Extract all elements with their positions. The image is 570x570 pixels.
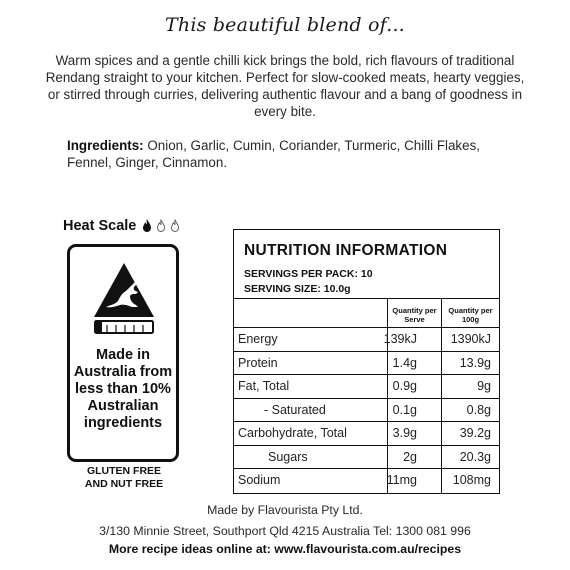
flame-icon-outline (170, 219, 180, 233)
heat-scale (63, 216, 180, 236)
nut-free-claim: AND NUT FREE (84, 478, 164, 490)
product-description: Warm spices and a gentle chilli kick brings the bold, rich flavours of traditional Rendang straight to your kitchen. Perfect for slow-cooked meats, hearty veggies, or stirred through curries, delivering authentic flavour and a bang of goodness in every bite. (45, 53, 525, 119)
dietary-claims (60, 465, 188, 491)
nutrient-name: Sodium (238, 473, 281, 487)
per-serve-value: 3.9g (392, 426, 417, 440)
per-100g-value: 13.9g (459, 355, 491, 370)
nutrition-row (234, 327, 499, 351)
nutrient-name: Carbohydrate, Total (238, 426, 347, 440)
nutrient-name: Sugars (268, 449, 308, 464)
column-header-per-100g: Quantity per 100g (448, 306, 493, 324)
nutrition-panel (233, 229, 500, 494)
australian-made-text: Made in Australia from less than 10% Australian ingredients (73, 347, 173, 431)
per-100g-value: 9g (477, 379, 491, 393)
ingredients-list: Onion, Garlic, Cumin, Coriander, Turmeric, Chilli Flakes, Fennel, Ginger, Cinnamon. (67, 138, 480, 170)
nutrition-row (234, 351, 499, 375)
divider (234, 298, 499, 299)
per-100g-value: 39.2g (459, 426, 491, 440)
nutrient-name: Energy (238, 332, 278, 346)
per-100g-value: 1390kJ (450, 332, 491, 346)
nutrient-name: Protein (238, 355, 278, 370)
nutrient-name: - Saturated (264, 402, 326, 417)
nutrition-row (234, 445, 499, 469)
flame-icon-outline (156, 219, 166, 233)
heat-scale-label: Heat Scale (63, 218, 137, 234)
serving-size: SERVING SIZE: 10.0g (244, 283, 351, 295)
nutrition-row (234, 468, 499, 492)
manufacturer-line: Made by Flavourista Pty Ltd. (207, 503, 363, 517)
nutrition-row (234, 374, 499, 398)
servings-per-pack: SERVINGS PER PACK: 10 (244, 268, 373, 280)
per-serve-value: 139kJ (383, 332, 417, 346)
ingredients-label: Ingredients: (67, 138, 144, 153)
nutrition-row (234, 398, 499, 422)
per-100g-value: 0.8g (466, 402, 491, 417)
per-serve-value: 0.9g (392, 379, 417, 393)
flame-icon-filled (142, 219, 152, 233)
website-line: More recipe ideas online at: www.flavourista.com.au/recipes (108, 542, 462, 556)
nutrition-title: NUTRITION INFORMATION (244, 242, 448, 259)
nutrition-row (234, 421, 499, 445)
per-100g-value: 108mg (452, 473, 491, 487)
column-header-per-serve: Quantity per Serve (392, 306, 437, 324)
kangaroo-logo-icon (92, 261, 156, 337)
per-serve-value: 11mg (386, 473, 417, 487)
per-serve-value: 1.4g (392, 355, 417, 370)
per-100g-value: 20.3g (459, 449, 491, 464)
per-serve-value: 0.1g (392, 402, 417, 417)
gluten-free-claim: GLUTEN FREE (86, 465, 162, 477)
headline: This beautiful blend of... (165, 14, 405, 36)
ingredients-block (67, 137, 487, 171)
per-serve-value: 2g (403, 449, 417, 464)
nutrient-name: Fat, Total (238, 379, 290, 393)
address-line: 3/130 Minnie Street, Southport Qld 4215 Australia Tel: 1300 081 996 (99, 524, 471, 538)
australian-made-badge (67, 244, 179, 462)
